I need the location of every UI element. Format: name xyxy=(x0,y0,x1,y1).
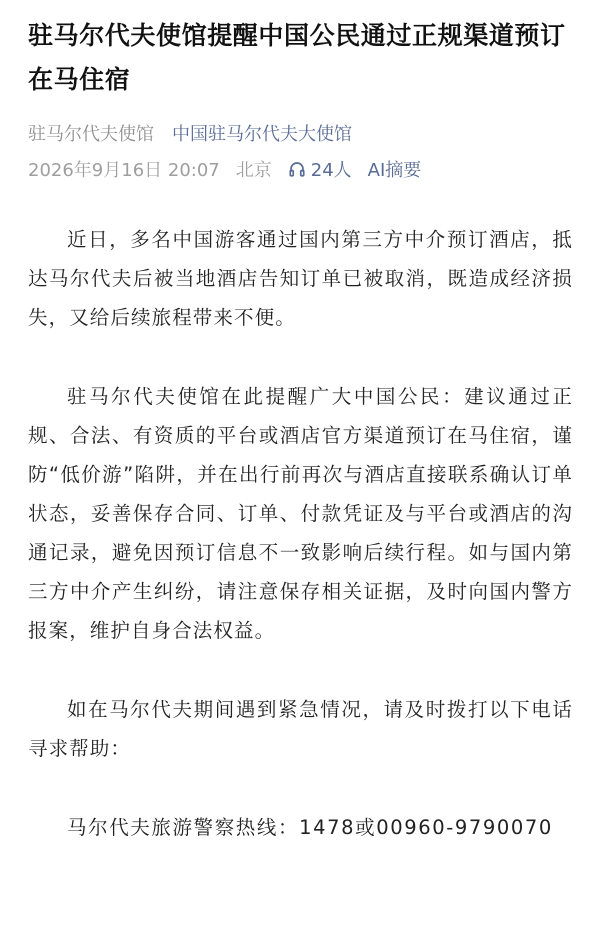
publish-location: 北京 xyxy=(235,160,272,181)
ai-summary-button[interactable]: AI摘要 xyxy=(367,160,422,181)
listen-button[interactable] xyxy=(288,156,352,182)
paragraph-intro: 近日，多名中国游客通过国内第三方中介预订酒店，抵达马尔代夫后被当地酒店告知订单已被取消，既造成经济损失，又给后续旅程带来不便。 xyxy=(28,228,573,329)
listen-count: 24人 xyxy=(310,160,352,181)
official-account-link[interactable]: 中国驻马尔代夫大使馆 xyxy=(172,124,352,145)
source-row xyxy=(28,116,573,150)
paragraph-emergency: 如在马尔代夫期间遇到紧急情况，请及时拨打以下电话寻求帮助： xyxy=(28,698,573,760)
paragraph-advice: 驻马尔代夫使馆在此提醒广大中国公民：建议通过正规、合法、有资质的平台或酒店官方渠道预订在马住宿，谨防“低价游”陷阱，并在出行前再次与酒店直接联系确认订单状态，妥善保存合同、订单、付款凭证及与平台或酒店的沟通记录，避免因预订信息不一致影响后续行程。如与国内第三方中介产生纠纷，请注意保存相关证据，及时向国内警方报案，维护自身合法权益。 xyxy=(28,385,573,642)
article-title: 驻马尔代夫使馆提醒中国公民通过正规渠道预订在马住宿 xyxy=(28,21,566,94)
source-account: 驻马尔代夫使馆 xyxy=(28,124,154,145)
headphones-icon xyxy=(288,160,306,178)
meta-row xyxy=(28,152,573,186)
publish-time: 2026年9月16日 20:07 xyxy=(28,160,220,181)
paragraph-hotline: 马尔代夫旅游警察热线：1478或00960-9790070 xyxy=(67,816,553,839)
article-body xyxy=(28,220,573,847)
